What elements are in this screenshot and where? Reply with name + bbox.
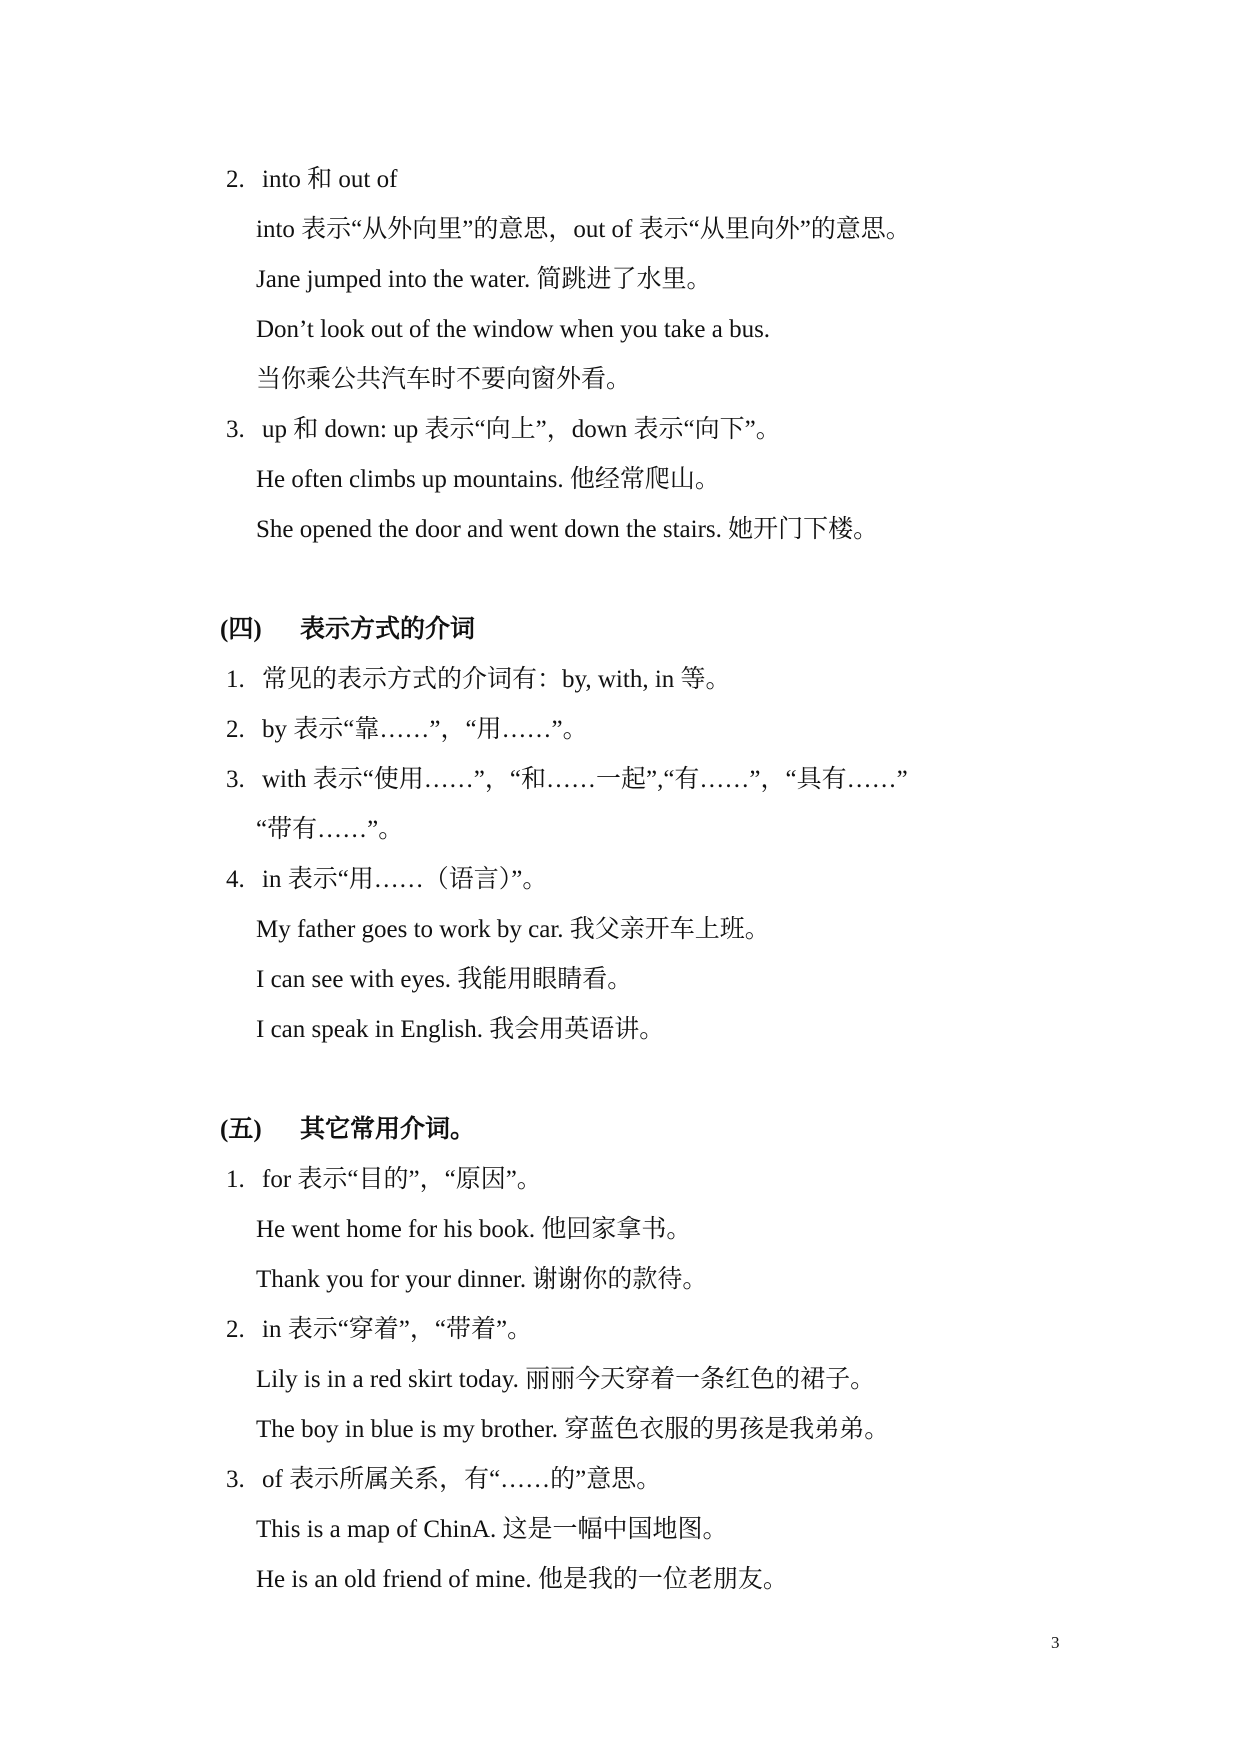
item-text: into 和 out of [262, 166, 398, 193]
item-text-continued: “带有……”。 [256, 816, 404, 843]
example-sentence: He is an old friend of mine. 他是我的一位老朋友。 [256, 1566, 788, 1593]
example-sentence: I can see with eyes. 我能用眼睛看。 [256, 966, 633, 993]
item-text: 常见的表示方式的介词有：by, with, in 等。 [262, 666, 731, 693]
item-number: 1. [226, 666, 245, 693]
example-sentence: This is a map of ChinA. 这是一幅中国地图。 [256, 1516, 728, 1543]
example-sentence: Lily is in a red skirt today. 丽丽今天穿着一条红色的裙子。 [256, 1366, 876, 1393]
item-number: 4. [226, 866, 245, 893]
section-title: 其它常用介词。 [300, 1116, 476, 1143]
item-text: with 表示“使用……”，“和……一起”,“有……”，“具有……” [262, 766, 908, 793]
item-number: 3. [226, 766, 245, 793]
example-translation: 当你乘公共汽车时不要向窗外看。 [256, 366, 632, 393]
item-number: 3. [226, 416, 245, 443]
example-sentence: He often climbs up mountains. 他经常爬山。 [256, 466, 720, 493]
item-text: for 表示“目的”，“原因”。 [262, 1166, 542, 1193]
item-number: 2. [226, 166, 245, 193]
section-label: (四) [220, 616, 262, 643]
item-number: 2. [226, 1316, 245, 1343]
section-label: (五) [220, 1116, 262, 1143]
example-sentence: The boy in blue is my brother. 穿蓝色衣服的男孩是我弟弟。 [256, 1416, 890, 1443]
section-title: 表示方式的介词 [300, 616, 476, 643]
example-sentence: She opened the door and went down the stairs. 她开门下楼。 [256, 516, 879, 543]
example-sentence: Don’t look out of the window when you take a bus. [256, 316, 771, 343]
item-number: 3. [226, 1466, 245, 1493]
item-number: 1. [226, 1166, 245, 1193]
item-text: of 表示所属关系，有“……的”意思。 [262, 1466, 662, 1493]
example-sentence: Thank you for your dinner. 谢谢你的款待。 [256, 1266, 708, 1293]
item-text: into 表示“从外向里”的意思，out of 表示“从里向外”的意思。 [256, 216, 911, 243]
item-text: up 和 down: up 表示“向上”，down 表示“向下”。 [262, 416, 781, 443]
item-text: in 表示“穿着”，“带着”。 [262, 1316, 533, 1343]
example-sentence: My father goes to work by car. 我父亲开车上班。 [256, 916, 770, 943]
page-number: 3 [1051, 1633, 1060, 1652]
item-text: in 表示“用……（语言）”。 [262, 866, 548, 893]
example-sentence: He went home for his book. 他回家拿书。 [256, 1216, 692, 1243]
example-sentence: I can speak in English. 我会用英语讲。 [256, 1016, 665, 1043]
example-sentence: Jane jumped into the water. 简跳进了水里。 [256, 266, 712, 293]
item-number: 2. [226, 716, 245, 743]
item-text: by 表示“靠……”，“用……”。 [262, 716, 588, 743]
